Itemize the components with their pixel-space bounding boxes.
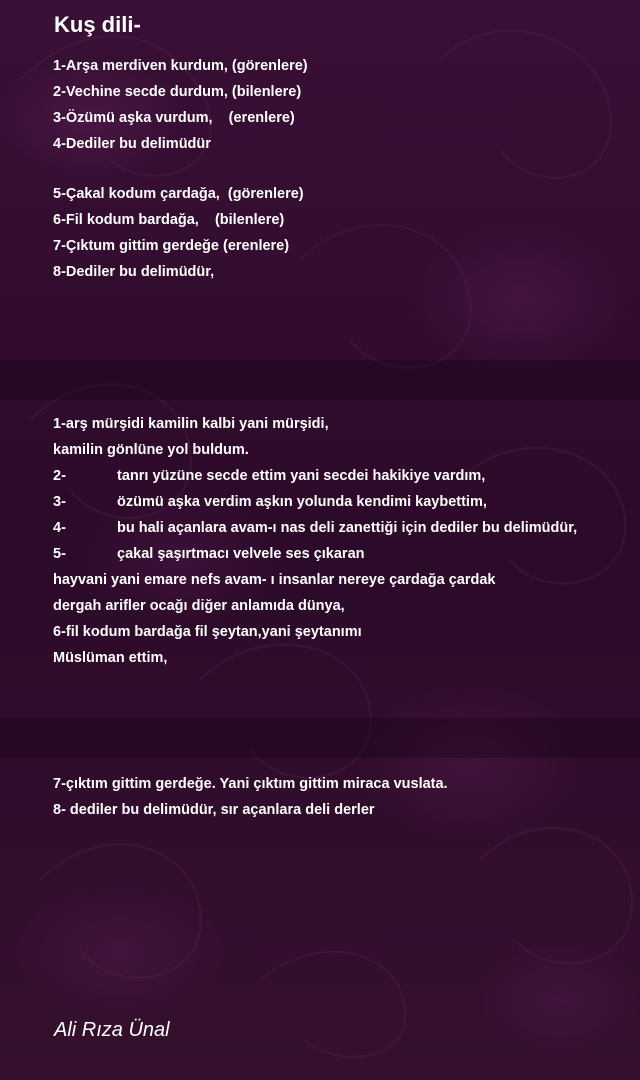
explanation-line: dergah arifler ocağı diğer anlamıda dünya, <box>53 598 345 614</box>
explanation-1 <box>53 411 577 671</box>
line-text: bu hali açanlara avam-ı nas deli zanettiği için dediler bu delimüdür, <box>117 520 578 536</box>
verse-line: 8-Dediler bu delimüdür, <box>53 264 215 280</box>
author-name: Ali Rıza Ünal <box>54 1019 170 1041</box>
verse-line: 3-Özümü aşka vurdum, (erenlere) <box>53 110 295 126</box>
line-text: çakal şaşırtmacı velvele ses çıkaran <box>117 546 365 562</box>
verse-line: 7-Çıktum gittim gerdeğe (erenlere) <box>53 238 290 254</box>
line-text: özümü aşka verdim aşkın yolunda kendimi kaybettim, <box>117 494 487 510</box>
line-number: 3- <box>53 494 66 510</box>
verse-line: 4-Dediler bu delimüdür <box>53 136 211 152</box>
explanation-2 <box>53 771 448 823</box>
explanation-line: 7-çıktım gittim gerdeğe. Yani çıktım gittim miraca vuslata. <box>53 776 448 792</box>
stanza-1 <box>53 53 308 157</box>
explanation-numbered-line <box>53 463 577 489</box>
explanation-numbered-line <box>53 515 577 541</box>
explanation-line: 8- dediler bu delimüdür, sır açanlara deli derler <box>53 802 375 818</box>
line-number: 4- <box>53 520 66 536</box>
verse-line: 1-Arşa merdiven kurdum, (görenlere) <box>53 58 308 74</box>
poem-title: Kuş dili- <box>54 12 141 37</box>
explanation-line: 1-arş mürşidi kamilin kalbi yani mürşidi, <box>53 416 329 432</box>
verse-line: 2-Vechine secde durdum, (bilenlere) <box>53 84 302 100</box>
explanation-line: kamilin gönlüne yol buldum. <box>53 442 249 458</box>
line-number: 5- <box>53 546 66 562</box>
explanation-line: Müslüman ettim, <box>53 650 168 666</box>
explanation-numbered-line <box>53 489 577 515</box>
explanation-line: hayvani yani emare nefs avam- ı insanlar nereye çardağa çardak <box>53 572 496 588</box>
separator-band <box>0 718 640 758</box>
verse-line: 6-Fil kodum bardağa, (bilenlere) <box>53 212 285 228</box>
stanza-2 <box>53 181 304 285</box>
explanation-line: 6-fil kodum bardağa fil şeytan,yani şeytanımı <box>53 624 362 640</box>
explanation-numbered-line <box>53 541 577 567</box>
line-number: 2- <box>53 468 66 484</box>
separator-band <box>0 360 640 400</box>
line-text: tanrı yüzüne secde ettim yani secdei hakikiye vardım, <box>117 468 486 484</box>
verse-line: 5-Çakal kodum çardağa, (görenlere) <box>53 186 304 202</box>
